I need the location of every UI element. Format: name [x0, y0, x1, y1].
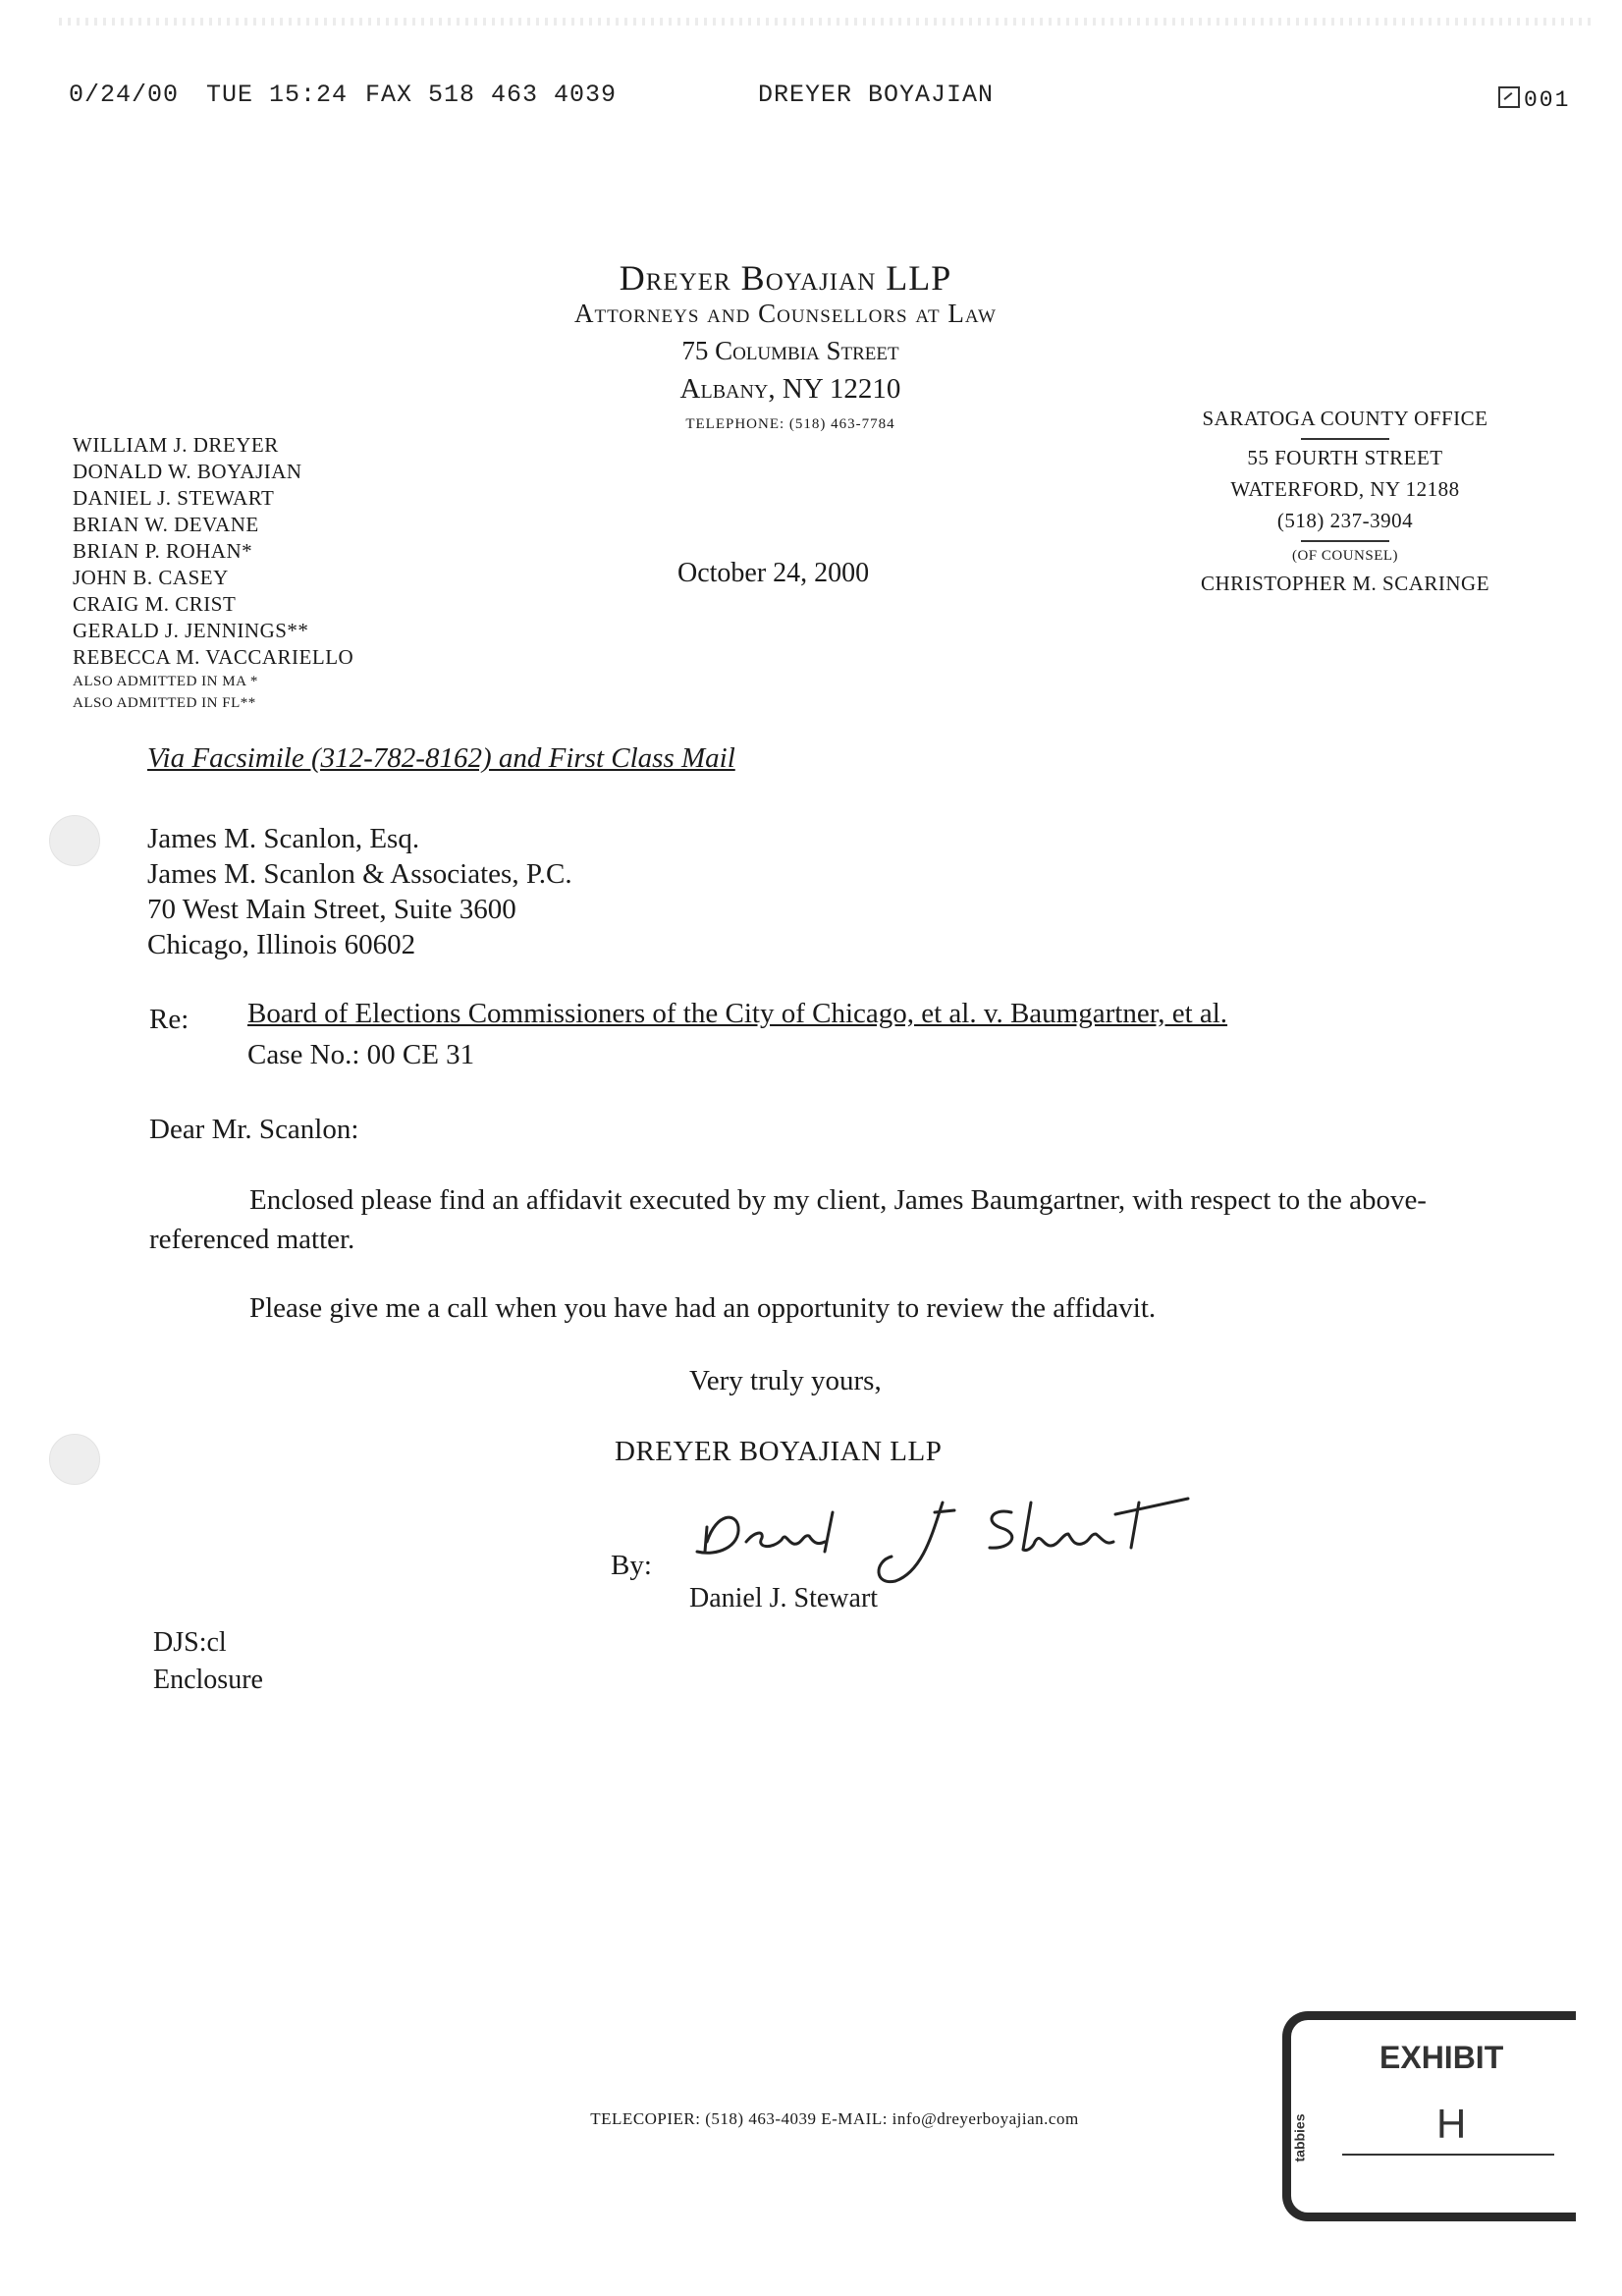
- exhibit-sticker: [1282, 2011, 1576, 2221]
- body-paragraph: Enclosed please find an affidavit executed by my client, James Baumgartner, with respect to the above-referenced matter.: [149, 1184, 1427, 1255]
- partner-name: JOHN B. CASEY: [73, 566, 229, 589]
- firm-name: Dreyer Boyajian LLP: [619, 258, 952, 298]
- fax-sender: DREYER BOYAJIAN: [758, 81, 995, 109]
- exhibit-underline: [1342, 2154, 1554, 2156]
- counsel-name: CHRISTOPHER M. SCARINGE: [1200, 572, 1490, 595]
- scan-noise: [59, 18, 1591, 26]
- closing: Very truly yours,: [689, 1365, 882, 1396]
- admission-note: ALSO ADMITTED IN MA *: [73, 674, 258, 689]
- partner-name: DONALD W. BOYAJIAN: [73, 460, 302, 483]
- office-divider: [1301, 438, 1389, 440]
- firm-subtitle: Attorneys and Counsellors at Law: [574, 299, 997, 328]
- fax-page-value: 001: [1524, 87, 1571, 113]
- recipient-line: 70 West Main Street, Suite 3600: [147, 894, 516, 925]
- delivery-method: Via Facsimile (312-782-8162) and First Class Mail: [147, 742, 735, 774]
- by-label: By:: [611, 1550, 652, 1581]
- letter-date: October 24, 2000: [677, 558, 870, 588]
- partner-name: WILLIAM J. DREYER: [73, 433, 279, 457]
- recipient-address: [147, 821, 572, 962]
- reference-initials: [153, 1624, 263, 1699]
- firm-street: 75 Columbia Street: [681, 336, 899, 365]
- office-divider: [1301, 540, 1389, 542]
- firm-telephone: TELEPHONE: (518) 463-7784: [685, 416, 895, 432]
- partner-name: DANIEL J. STEWART: [73, 486, 275, 510]
- exhibit-title: EXHIBIT: [1379, 2040, 1504, 2075]
- body-paragraph: Please give me a call when you have had an opportunity to review the affidavit.: [249, 1292, 1157, 1324]
- initials: DJS:cl: [153, 1627, 227, 1658]
- exhibit-letter: H: [1436, 2101, 1467, 2147]
- recipient-line: James M. Scanlon, Esq.: [147, 823, 420, 854]
- partners-list: [73, 432, 353, 714]
- re-label: Re:: [149, 1004, 189, 1035]
- recipient-line: Chicago, Illinois 60602: [147, 929, 416, 960]
- office-phone: (518) 237-3904: [1276, 509, 1414, 532]
- partner-name: REBECCA M. VACCARIELLO: [73, 645, 354, 669]
- handwritten-signature: [677, 1473, 1306, 1601]
- admission-note: ALSO ADMITTED IN FL**: [73, 695, 256, 711]
- enclosure-note: Enclosure: [153, 1665, 263, 1695]
- signature-text: Daniel J. Stewart: [677, 1473, 684, 1474]
- exhibit-brand: tabbies: [1291, 2113, 1308, 2162]
- re-case-number: Case No.: 00 CE 31: [247, 1039, 475, 1070]
- saratoga-office: [1168, 403, 1522, 599]
- fax-day-time: TUE 15:24: [206, 81, 349, 109]
- partner-name: CRAIG M. CRIST: [73, 592, 237, 616]
- punch-hole: [49, 815, 100, 866]
- letter-footer: TELECOPIER: (518) 463-4039 E-MAIL: info@dreyerboyajian.com: [590, 2109, 1079, 2128]
- counsel-label: (OF COUNSEL): [1291, 548, 1399, 564]
- closing-firm: DREYER BOYAJIAN LLP: [615, 1436, 943, 1467]
- re-case-title: Board of Elections Commissioners of the City of Chicago, et al. v. Baumgartner, et al.: [247, 998, 1228, 1029]
- signer-name: Daniel J. Stewart: [689, 1583, 879, 1613]
- fax-page-number: [1498, 86, 1570, 113]
- fax-page-icon: [1498, 86, 1520, 108]
- office-street: 55 FOURTH STREET: [1247, 446, 1443, 469]
- partner-name: BRIAN W. DEVANE: [73, 513, 259, 536]
- salutation: Dear Mr. Scanlon:: [149, 1114, 359, 1145]
- firm-city: Albany, NY 12210: [679, 373, 901, 405]
- partner-name: GERALD J. JENNINGS**: [73, 619, 309, 642]
- fax-date: 0/24/00: [69, 81, 180, 109]
- fax-number: FAX 518 463 4039: [365, 81, 618, 109]
- recipient-line: James M. Scanlon & Associates, P.C.: [147, 858, 572, 890]
- punch-hole: [49, 1434, 100, 1485]
- partner-name: BRIAN P. ROHAN*: [73, 539, 253, 563]
- office-title: SARATOGA COUNTY OFFICE: [1202, 407, 1488, 430]
- office-city: WATERFORD, NY 12188: [1230, 477, 1460, 501]
